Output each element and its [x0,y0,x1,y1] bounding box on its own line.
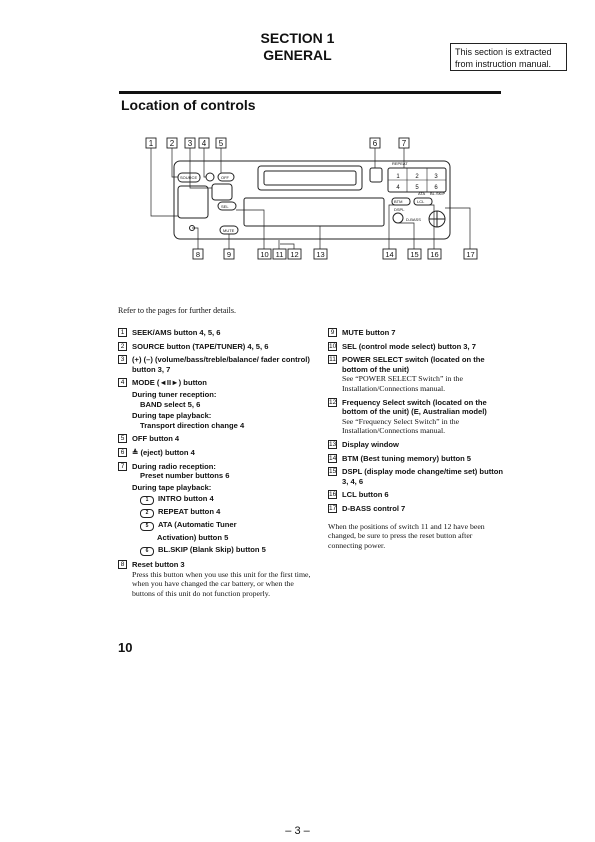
extract-note-line1: This section is extracted [455,47,552,57]
tape-function-label: INTRO button 4 [158,494,214,504]
list-item [328,454,506,464]
item-pages: 3, 7 [463,341,476,351]
label-repeat: REPEAT [392,161,408,166]
volume-button [212,184,232,200]
page-number-left: 10 [118,640,133,655]
callout-9: 9 [226,250,232,259]
list-item [118,448,318,458]
item-label: SEL (control mode select) button [342,341,462,351]
heading-rule [119,91,501,94]
cassette-slot [258,166,362,190]
item-pages: 7 [400,503,406,513]
item-label: SEEK/AMS button [132,328,198,337]
tape-function-row [132,494,318,505]
tape-function-row [132,533,318,543]
tape-function-label: REPEAT button 4 [158,507,221,517]
list-item [118,355,318,374]
extract-note-line2: from instruction manual. [455,59,552,69]
tape-key-icon: 6 [140,547,154,556]
label-btm: BTM [394,199,403,204]
cassette-door [264,171,356,185]
tape-function-row [132,507,318,518]
label-dbass: D-BASS [406,217,421,222]
item-sub-value: BAND select 5, 6 [140,399,201,409]
item-pages: 4 [174,434,180,444]
item-sub-heading: During tape playback: [132,411,212,421]
item-number: 13 [329,440,337,448]
item-sub-heading: During tape playback: [132,482,212,492]
item-label: (+) (–) (volume/bass/treble/balance/ fader control) button [132,355,310,374]
callout-8: 8 [195,250,201,259]
item-number: 1 [118,328,127,337]
item-number: 6 [118,448,127,457]
tape-function-label: ATA (Automatic Tuner [158,520,237,530]
item-label: Reset button [132,559,179,569]
section-number: SECTION 1 [260,30,335,46]
item-label: During radio reception: [132,461,216,471]
callout-15: 15 [410,250,419,259]
label-sel: SEL [221,204,229,209]
item-label: SOURCE button (TAPE/TUNER) [132,341,246,351]
tape-function-row [132,520,318,531]
label-dspl: DSPL [394,207,405,212]
item-label: MODE (◄II►) button [132,378,207,388]
item-number: 8 [118,560,127,569]
item-note: Press this button when you use this unit for the first time, when you have changed the car battery, or when the buttons of this unit do not function properly. [132,569,311,598]
item-note: See “POWER SELECT Switch” in the Installation/Connections manual. [342,374,463,393]
item-sub-value: Transport direction change 4 [140,420,245,430]
callout-5: 5 [218,139,224,148]
right-column [328,328,506,550]
item-pages: 3, 4, 6 [342,476,364,486]
item-number: 12 [329,398,337,406]
item-label: POWER SELECT switch (located on the bottom of the unit) [342,355,485,374]
callout-12: 12 [290,250,299,259]
callout-14: 14 [385,250,394,259]
callout-16: 16 [430,250,439,259]
preset-1: 1 [396,174,400,180]
item-pages: 4, 5, 6 [199,328,221,337]
item-label: DSPL (display mode change/time set) button [342,467,504,477]
preset-6: 6 [434,185,438,191]
item-pages: 6 [384,490,389,500]
dspl-button [393,213,403,223]
label-mute: MUTE [223,228,235,233]
controls-diagram [130,128,480,270]
item-label: Display window [342,439,399,449]
callout-6: 6 [372,139,378,148]
page-number-bottom: – 3 – [285,825,310,837]
item-number: 11 [329,356,336,364]
item-number: 10 [329,342,337,350]
tape-key-icon: 1 [140,496,154,505]
item-label: ≜ (eject) button [132,447,189,457]
item-number: 16 [329,491,337,499]
list-item [118,462,318,556]
closing-note: When the positions of switch 11 and 12 have been changed, be sure to press the reset button after connecting power. [328,521,485,550]
list-item [118,328,318,338]
preset-3: 3 [434,174,438,180]
tape-key-icon: 5 [140,522,154,531]
list-item [118,434,318,444]
item-number: 17 [329,504,337,512]
item-pages: 5 [466,453,471,463]
preset-4: 4 [396,185,400,191]
list-item [328,328,506,338]
list-item [118,378,318,430]
callout-11: 11 [275,250,284,259]
eject-button [370,168,382,182]
tape-key-icon: 2 [140,509,154,518]
callout-13: 13 [316,250,325,259]
item-number: 4 [118,378,127,387]
item-pages: 4 [190,447,195,457]
unit-panel [174,161,450,239]
list-item [118,342,318,352]
item-pages: 3 [180,559,185,569]
item-number: 3 [118,355,127,364]
callout-7: 7 [401,139,407,148]
mode-button [206,173,214,181]
item-label: MUTE button [342,328,390,337]
item-note: See “Frequency Select Switch” in the Installation/Connections manual. [342,416,460,436]
label-blskip: BL.SKIP [430,191,446,196]
callout-1: 1 [148,139,154,148]
extract-note-box [450,43,567,71]
section-title: GENERAL [263,47,332,63]
item-label: Frequency Select switch (located on the bottom of the unit) (E, Australian model) [342,397,487,417]
preset-2: 2 [415,174,419,180]
list-item [328,467,506,486]
callout-3: 3 [187,139,193,148]
label-source: SOURCE [180,175,198,180]
callout-4: 4 [201,139,207,148]
callout-17: 17 [466,250,475,259]
item-number: 2 [118,342,127,351]
item-label: OFF button [132,434,173,444]
item-pages: 7 [391,328,396,337]
list-item [328,398,506,436]
display-window [244,198,384,226]
preset-5: 5 [415,185,419,191]
item-label: BTM (Best tuning memory) button [342,453,465,463]
item-number: 7 [118,462,127,471]
item-number: 15 [329,468,337,476]
callout-2: 2 [169,139,175,148]
list-item [328,504,506,514]
label-lcl: LCL [417,199,425,204]
item-sub-heading: During tuner reception: [132,389,217,399]
tape-function-row [132,545,318,556]
item-number: 5 [118,434,127,443]
intro-text: Refer to the pages for further details. [118,306,236,315]
item-number: 9 [328,328,337,337]
item-label: D-BASS control [342,503,399,513]
tape-function-label: Activation) button 5 [157,533,229,543]
tape-function-label: BL.SKIP (Blank Skip) button 5 [158,544,266,554]
seek-ams-button [178,186,208,218]
label-ata: ATA [418,191,426,196]
list-item [328,490,506,500]
label-off: OFF [221,175,229,180]
item-sub-value: Preset number buttons 6 [140,471,230,481]
left-column [118,328,318,602]
callout-10: 10 [260,250,269,259]
list-item [328,440,506,450]
item-label: LCL button [342,490,383,500]
list-item [328,342,506,352]
item-pages: 3, 7 [157,364,171,374]
list-item [118,560,318,598]
item-number: 14 [329,454,337,462]
top-callouts [146,138,409,148]
location-heading: Location of controls [121,97,256,113]
list-item [328,355,506,393]
item-pages: 4, 5, 6 [247,341,269,351]
bottom-leaders [192,205,470,249]
